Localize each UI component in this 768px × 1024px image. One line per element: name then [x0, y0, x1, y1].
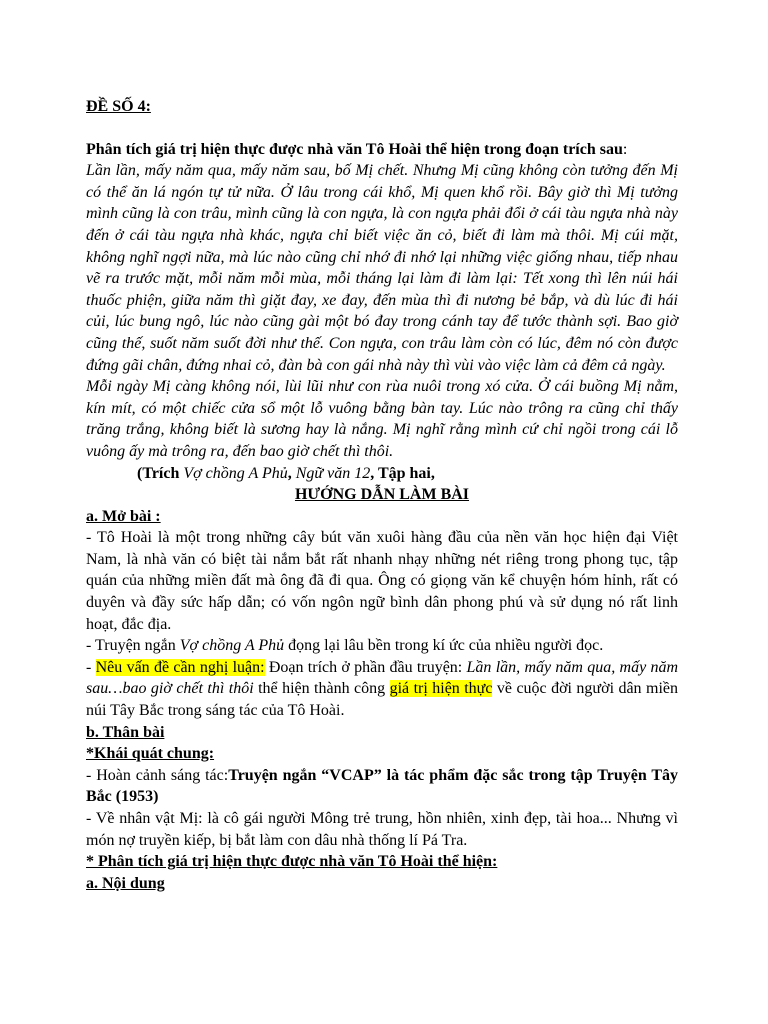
question-main: Phân tích giá trị hiện thực được nhà văn Tô Hoài thể hiện trong đoạn trích sau [86, 140, 623, 158]
intro-p2-work: Vợ chồng A Phủ [179, 637, 285, 655]
citation-sep: , [287, 464, 296, 482]
intro-p3-highlight-2: giá trị hiện thực [389, 680, 493, 698]
intro-p3-dash: - [86, 658, 96, 676]
intro-heading: a. Mở bài : [86, 507, 161, 525]
general-heading: *Khái quát chung: [86, 745, 215, 763]
analysis-heading: * Phân tích giá trị hiện thực được nhà văn Tô Hoài thể hiện: [86, 853, 498, 871]
intro-p3-quote: Lần lần, mấy năm qua, mấy năm sau…bao giờ chết thì thôi [86, 658, 679, 698]
citation-work: Vợ chồng A Phủ [183, 464, 288, 482]
general-p1-a: - Hoàn cảnh sáng tác: [86, 766, 229, 784]
intro-paragraph-2 [86, 635, 678, 657]
general-paragraph-2: - Về nhân vật Mị: là cô gái người Mông trẻ trung, hồn nhiên, xinh đẹp, tài hoa... Nhưng vì món nợ truyền kiếp, bị bắt làm con dâu nhà thống lí Pá Tra. [86, 810, 678, 849]
body-heading: b. Thân bài [86, 723, 165, 741]
citation-book: Ngữ văn 12 [295, 464, 371, 482]
intro-paragraph-3 [86, 657, 678, 722]
general-p1-b: Truyện ngắn “VCAP” là tác phẩm đặc sắc trong tập Truyện Tây Bắc (1953) [86, 766, 679, 806]
citation-open: (Trích [137, 464, 184, 482]
intro-p3-c: về cuộc đời người dân miền núi Tây Bắc trong sáng tác của Tô Hoài. [86, 680, 678, 720]
intro-p3-b: thể hiện thành công [253, 680, 390, 698]
intro-p2-b: đọng lại lâu bền trong kí ức của nhiều người đọc. [284, 637, 604, 655]
intro-p2-a: - Truyện ngắn [86, 637, 180, 655]
intro-p3-highlight: Nêu vấn đề cần nghị luận: [95, 658, 265, 676]
citation-rest: , Tập hai, [370, 464, 435, 482]
intro-paragraph-1: - Tô Hoài là một trong những cây bút văn xuôi hàng đầu của nền văn học hiện đại Việt Nam, là nhà văn có biệt tài nắm bắt rất nhanh nhạy những nét riêng trong phong tục, tập quán của những miền đất mà ông đã đi qua. Ông có giọng văn kể chuyện hóm hỉnh, rất có duyên và đầy sức hấp dẫn; có vốn ngôn ngữ bình dân phong phú và sử dụng nó rất linh hoạt, đắc địa. [86, 529, 678, 633]
exam-title: ĐỀ SỐ 4: [86, 98, 151, 115]
intro-p3-a: Đoạn trích ở phần đầu truyện: [264, 658, 467, 676]
passage-paragraph-2: Mỗi ngày Mị càng không nói, lùi lũi như con rùa nuôi trong xó cửa. Ở cái buồng Mị nằm, kín mít, có một chiếc cửa sổ một lỗ vuông bằng bàn tay. Lúc nào trông ra cũng chỉ thấy trăng trắng, không biết là sương hay là nắng. Mị nghĩ rằng mình cứ chỉ ngồi trong cái lỗ vuông ấy mà trông ra, đến bao giờ chết thì thôi. [86, 378, 678, 460]
question-text [86, 139, 678, 161]
guide-title: HƯỚNG DẪN LÀM BÀI [294, 486, 470, 504]
general-paragraph-1 [86, 765, 678, 808]
passage-citation [86, 463, 678, 485]
question-suffix: : [622, 140, 628, 158]
passage-paragraph-1: Lần lần, mấy năm qua, mấy năm sau, bố Mị chết. Nhưng Mị cũng không còn tưởng đến Mị có thể ăn lá ngón tự tử nữa. Ở lâu trong cái khổ, Mị quen khổ rồi. Bây giờ thì Mị tưởng mình cũng là con trâu, mình cũng là con ngựa, là con ngựa phải đổi ở cái tàu ngựa nhà này đến ở cái tàu ngựa nhà khác, ngựa chỉ biết việc ăn cỏ, biết đi làm mà thôi. Mị cúi mặt, không nghĩ ngợi nữa, mà lúc nào cũng chỉ nhớ đi nhớ lại những việc giống nhau, tiếp nhau vẽ ra trước mặt, mỗi năm mỗi mùa, mỗi tháng lại làm đi làm lại: Tết xong thì lên núi hái thuốc phiện, giữa năm thì giặt đay, xe đay, đến mùa thì đi nương bẻ bắp, và dù lúc đi hái củi, lúc bung ngô, lúc nào cũng gài một bó đay trong cánh tay để tước thành sợi. Bao giờ cũng thế, suốt năm suốt đời như thế. Con ngựa, con trâu làm còn có lúc, đêm nó còn được đứng gãi chân, đứng nhai cỏ, đàn bà con gái nhà này thì vùi vào việc làm cả đêm cả ngày. [86, 162, 678, 374]
content-heading: a. Nội dung [86, 874, 165, 892]
